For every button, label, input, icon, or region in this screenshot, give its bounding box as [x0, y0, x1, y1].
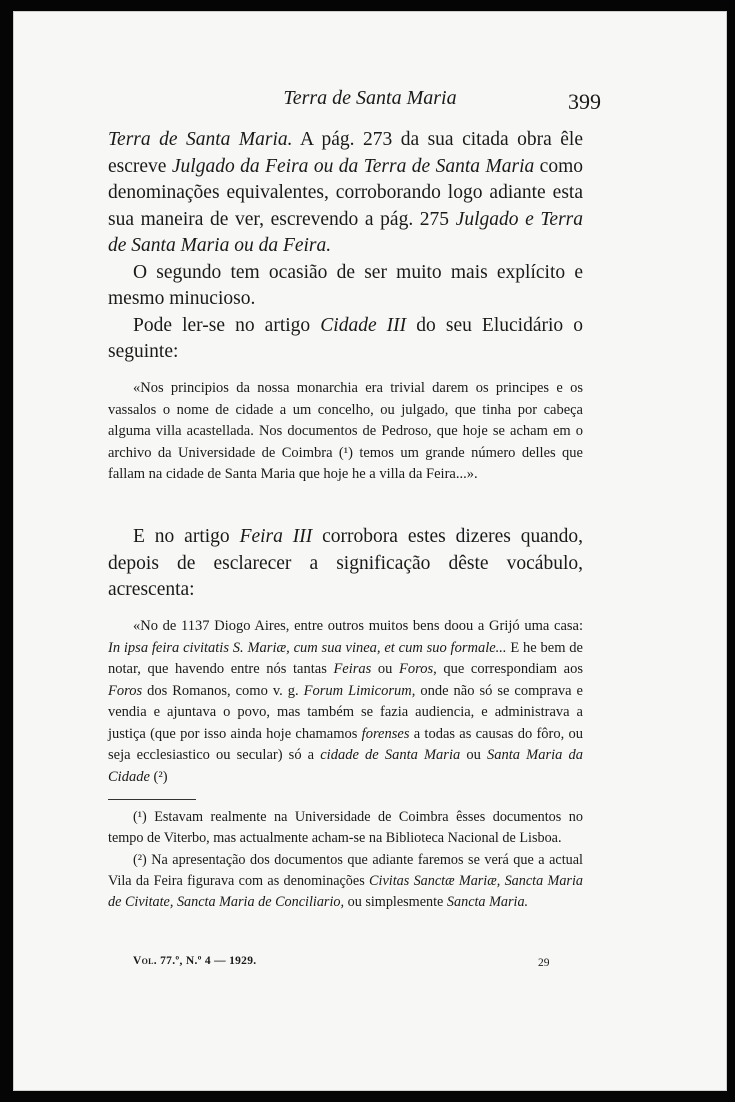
text-run: , que correspondiam aos: [433, 661, 584, 677]
text-run: ou: [371, 661, 400, 677]
text-run: dos Romanos, como v. g.: [142, 682, 304, 699]
body-section-1: [108, 127, 583, 366]
text-run: A pág. 273 da sua citada obra êle escreve: [108, 129, 583, 177]
italic-run: Civitas Sanctæ Mariæ, Sancta Maria de Civitate, Sancta Maria de Conciliario,: [108, 872, 583, 911]
paragraph-3: [108, 313, 583, 366]
text-run: E he bem de notar, que havendo entre nós tantas: [108, 639, 583, 677]
quotation-1: [108, 378, 583, 486]
paragraph-4: [108, 524, 583, 604]
page-footer: [13, 955, 727, 975]
running-title: Terra de Santa Maria: [283, 87, 457, 109]
text-run: ou simplesmente: [344, 894, 447, 911]
italic-run: Julgado da Feira ou da Terra de Santa Maria: [171, 155, 535, 177]
quotation-1-text: «Nos principios da nossa monarchia era trivial darem os principes e os vassalos o nome de cidade a um concelho, ou julgado, que tinha por cabeça alguma villa acastellada. Nos documentos de Pedroso, que hoje se acham em o archivo da Universidade de Coimbra (¹) temos um grande número delles que fallam na cidade de Santa Maria que hoje he a villa da Feira...».: [108, 380, 583, 482]
quotation-2-text: [108, 616, 583, 788]
text-run: E no artigo: [133, 526, 240, 547]
italic-run: Santa Maria da Cidade: [108, 747, 584, 785]
quotation-2: [108, 616, 583, 788]
italic-run: In ipsa feira civitatis S. Mariæ, cum sua vinea, et cum suo formale...: [108, 639, 507, 656]
italic-run: Julgado e Terra de Santa Maria ou da Feira.: [108, 208, 583, 256]
italic-run: cidade de Santa Maria: [320, 747, 461, 763]
text-run: a todas as causas do fôro, ou seja ecclesiastico ou secular) só a: [108, 725, 583, 763]
volume-line: Vol. 77.º, N.º 4 — 1929.: [133, 955, 257, 967]
italic-run: Foros: [108, 682, 143, 699]
italic-run: Feiras: [333, 661, 372, 677]
italic-run: Forum Limicorum: [303, 682, 412, 699]
footnote-1: (¹) Estavam realmente na Universidade de Coimbra êsses documentos no tempo de Viterbo, mas actualmente acham-se na Biblioteca Nacional de Lisboa.: [108, 809, 583, 847]
signature-mark: 29: [538, 957, 550, 969]
text-run: (²) Na apresentação dos documentos que adiante faremos se verá que a actual Vila da Feira figurava com as denominações: [108, 851, 583, 889]
text-run: como denominações equivalentes, corroborando logo adiante esta sua maneira de ver, escrevendo a pág. 275: [108, 155, 583, 230]
page: [13, 11, 727, 1091]
body-section-2: [108, 524, 583, 604]
text-run: ou: [460, 747, 487, 763]
italic-run: Sancta Maria.: [446, 894, 529, 911]
text-run: (²): [149, 768, 168, 785]
text-run: «No de 1137 Diogo Aires, entre outros muitos bens doou a Grijó uma casa:: [133, 618, 583, 634]
italic-run: Foros: [399, 661, 434, 677]
italic-run: Cidade III: [320, 314, 407, 336]
paragraph-1: [108, 127, 583, 260]
footnotes: [108, 807, 583, 913]
footnote-divider: [108, 799, 196, 800]
italic-run: forenses: [361, 725, 410, 742]
text-run: Pode ler-se no artigo: [133, 314, 321, 336]
italic-run: Terra de Santa Maria.: [108, 129, 293, 150]
text-run: do seu Elucidário o seguinte:: [108, 314, 583, 362]
page-number: 399: [568, 89, 601, 114]
text-run: , onde não só se comprava e vendia e ajuntava o povo, mas também se fazia audiencia, e administrava a justiça (que por isso ainda hoje chamamos: [108, 682, 583, 742]
footnote-2: [108, 850, 583, 914]
text-run: corrobora estes dizeres quando, depois de esclarecer a significação dêste vocábulo, acrescenta:: [108, 526, 583, 600]
italic-run: Feira III: [239, 526, 313, 547]
running-header: [13, 85, 727, 115]
paragraph-2: O segundo tem ocasião de ser muito mais explícito e mesmo minucioso.: [108, 261, 583, 309]
